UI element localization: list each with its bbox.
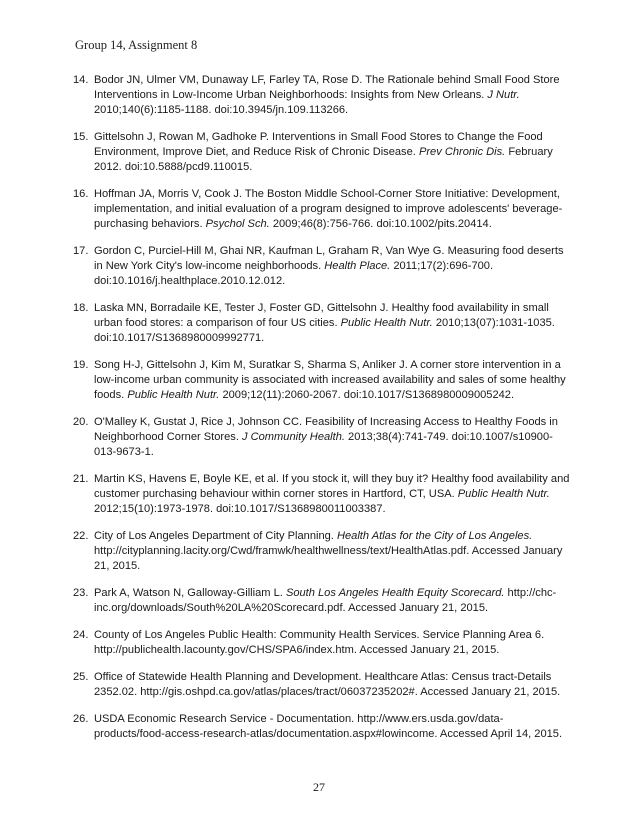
reference-text: O'Malley K, Gustat J, Rice J, Johnson CC. Feasibility of Increasing Access to Healthy Foods in Neighborhood Corner Stores. J Community Health. 2013;38(4):741-749. doi:10.1007/s10900-013-9673-1. xyxy=(94,416,558,458)
reference-item xyxy=(73,712,573,742)
journal-title: Psychol Sch. xyxy=(205,218,270,230)
reference-number: 24. xyxy=(73,629,89,641)
reference-number: 26. xyxy=(73,713,89,725)
reference-item xyxy=(73,472,573,517)
journal-title: J Nutr. xyxy=(487,89,520,101)
reference-item xyxy=(73,628,573,658)
reference-item xyxy=(73,130,573,175)
reference-number: 18. xyxy=(73,302,89,314)
journal-title: Prev Chronic Dis. xyxy=(418,146,506,158)
reference-item xyxy=(73,670,573,700)
reference-text: Martin KS, Havens E, Boyle KE, et al. If you stock it, will they buy it? Healthy food availability and customer purchasing behaviour within corner stores in Hartford, CT, USA. Public Health Nutr. 2012;15(10):1973-1978. doi:10.1017/S1368980011003387. xyxy=(94,473,570,515)
reference-number: 21. xyxy=(73,473,89,485)
reference-item xyxy=(73,529,573,574)
reference-text: Park A, Watson N, Galloway-Gilliam L. South Los Angeles Health Equity Scorecard. http://chc-inc.org/downloads/South%20LA%20Scorecard.pdf. Accessed January 21, 2015. xyxy=(94,587,557,614)
reference-number: 23. xyxy=(73,587,89,599)
reference-number: 19. xyxy=(73,359,89,371)
journal-title: J Community Health. xyxy=(242,431,345,443)
reference-number: 20. xyxy=(73,416,89,428)
journal-title: Health Place. xyxy=(324,260,391,272)
reference-item xyxy=(73,187,573,232)
reference-item xyxy=(73,244,573,289)
reference-text: County of Los Angeles Public Health: Community Health Services. Service Planning Area 6. http://publichealth.lacounty.gov/CHS/SPA6/index.htm. Accessed January 21, 2015. xyxy=(94,629,545,656)
reference-item xyxy=(73,358,573,403)
reference-text: Gordon C, Purciel-Hill M, Ghai NR, Kaufman L, Graham R, Van Wye G. Measuring food deserts in New York City's low-income neighborhoods. Health Place. 2011;17(2):696-700. doi:10.1016/j.healthplace.2010.12.012. xyxy=(94,245,564,287)
reference-text: Song H-J, Gittelsohn J, Kim M, Suratkar S, Sharma S, Anliker J. A corner store intervention in a low-income urban community is associated with increased availability and sales of some healthy foods. Public Health Nutr. 2009;12(11):2060-2067. doi:10.1017/S1368980009005242. xyxy=(94,359,566,401)
journal-title: Health Atlas for the City of Los Angeles. xyxy=(336,530,533,542)
reference-number: 25. xyxy=(73,671,89,683)
reference-number: 14. xyxy=(73,74,89,86)
reference-item xyxy=(73,586,573,616)
reference-text: Laska MN, Borradaile KE, Tester J, Foster GD, Gittelsohn J. Healthy food availability in small urban food stores: a comparison of four US cities. Public Health Nutr. 2010;13(07):1031-1035. doi:10.1017/S1368980009992771. xyxy=(94,302,555,344)
reference-item xyxy=(73,415,573,460)
reference-list xyxy=(73,73,573,754)
reference-text: Office of Statewide Health Planning and Development. Healthcare Atlas: Census tract-Details 2352.02. http://gis.oshpd.ca.gov/atlas/places/tract/06037235202#. Accessed January 21, 2015. xyxy=(94,671,561,698)
page-number: 27 xyxy=(313,780,325,794)
reference-item xyxy=(73,301,573,346)
reference-number: 15. xyxy=(73,131,89,143)
page-header: Group 14, Assignment 8 xyxy=(75,38,198,52)
journal-title: South Los Angeles Health Equity Scorecard. xyxy=(285,587,505,599)
reference-text: City of Los Angeles Department of City Planning. Health Atlas for the City of Los Angeles. http://cityplanning.lacity.org/Cwd/framwk/healthwellness/text/HealthAtlas.pdf. Accessed January 21, 2015. xyxy=(94,530,563,572)
reference-number: 17. xyxy=(73,245,89,257)
reference-text: Hoffman JA, Morris V, Cook J. The Boston Middle School-Corner Store Initiative: Development, implementation, and initial evaluation of a program designed to improve adolescents' beverage-purchasing behaviors. Psychol Sch. 2009;46(8):756-766. doi:10.1002/pits.20414. xyxy=(94,188,563,230)
reference-text: USDA Economic Research Service - Documentation. http://www.ers.usda.gov/data-products/food-access-research-atlas/documentation.aspx#lowincome. Accessed April 14, 2015. xyxy=(94,713,563,740)
reference-text: Bodor JN, Ulmer VM, Dunaway LF, Farley TA, Rose D. The Rationale behind Small Food Store Interventions in Low-Income Urban Neighborhoods: Insights from New Orleans. J Nutr. 2010;140(6):1185-1188. doi:10.3945/jn.109.113266. xyxy=(94,74,560,116)
reference-text: Gittelsohn J, Rowan M, Gadhoke P. Interventions in Small Food Stores to Change the Food Environment, Improve Diet, and Reduce Risk of Chronic Disease. Prev Chronic Dis. February 2012. doi:10.5888/pcd9.110015. xyxy=(94,131,553,173)
reference-item xyxy=(73,73,573,118)
reference-number: 22. xyxy=(73,530,89,542)
reference-number: 16. xyxy=(73,188,89,200)
journal-title: Public Health Nutr. xyxy=(127,389,220,401)
journal-title: Public Health Nutr. xyxy=(457,488,550,500)
journal-title: Public Health Nutr. xyxy=(340,317,433,329)
